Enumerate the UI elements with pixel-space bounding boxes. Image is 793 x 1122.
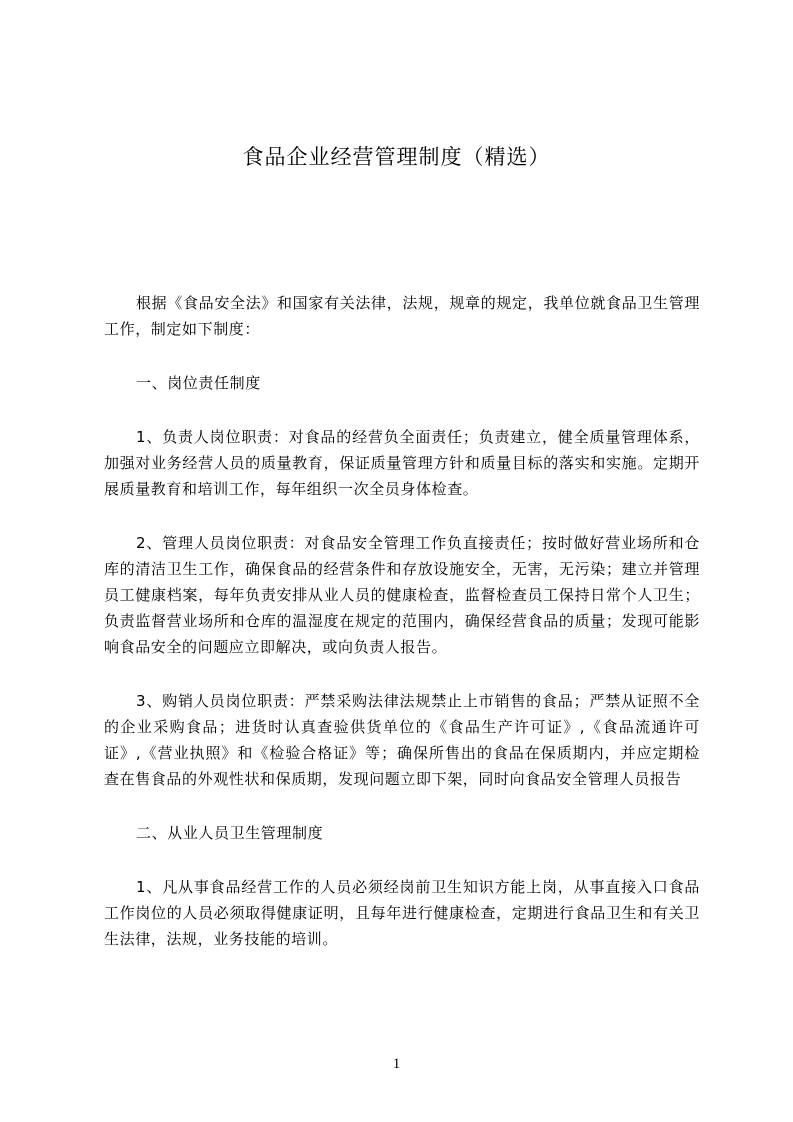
document-body [104,290,700,952]
section-heading-2: 二、从业人员卫生管理制度 [136,824,324,842]
section2-item-1: 1、凡从事食品经营工作的人员必须经岗前卫生知识方能上岗，从事直接入口食品工作岗位的人员必须取得健康证明，且每年进行健康检查，定期进行食品卫生和有关卫生法律，法规，业务技能的培训。 [104,878,700,948]
page-number: 1 [392,1056,401,1072]
document-title: 食品企业经营管理制度（精选） [242,145,551,169]
section1-item-3: 3、购销人员岗位职责：严禁采购法律法规禁止上市销售的食品；严禁从证照不全的企业采购食品；进货时认真查验供货单位的《食品生产许可证》,《食品流通许可证》,《营业执照》和《检验合格证》等；确保所售出的食品在保质期内，并应定期检查在售食品的外观性状和保质期，发现问题立即下架，同时向食品安全管理人员报告 [104,692,700,788]
section-heading-1: 一、岗位责任制度 [136,374,261,392]
section1-item-2: 2、管理人员岗位职责：对食品安全管理工作负直接责任；按时做好营业场所和仓库的清洁卫生工作，确保食品的经营条件和存放设施安全，无害，无污染；建立并管理员工健康档案，每年负责安排从业人员的健康检查，监督检查员工保持日常个人卫生；负责监督营业场所和仓库的温湿度在规定的范围内，确保经营食品的质量；发现可能影响食品安全的问题应立即解决，或向负责人报告。 [104,534,700,656]
intro-paragraph: 根据《食品安全法》和国家有关法律，法规，规章的规定，我单位就食品卫生管理工作，制定如下制度： [104,294,700,338]
section1-item-1: 1、负责人岗位职责：对食品的经营负全面责任；负责建立，健全质量管理体系，加强对业务经营人员的质量教育，保证质量管理方针和质量目标的落实和实施。定期开展质量教育和培训工作，每年组织一次全员身体检查。 [104,428,700,498]
